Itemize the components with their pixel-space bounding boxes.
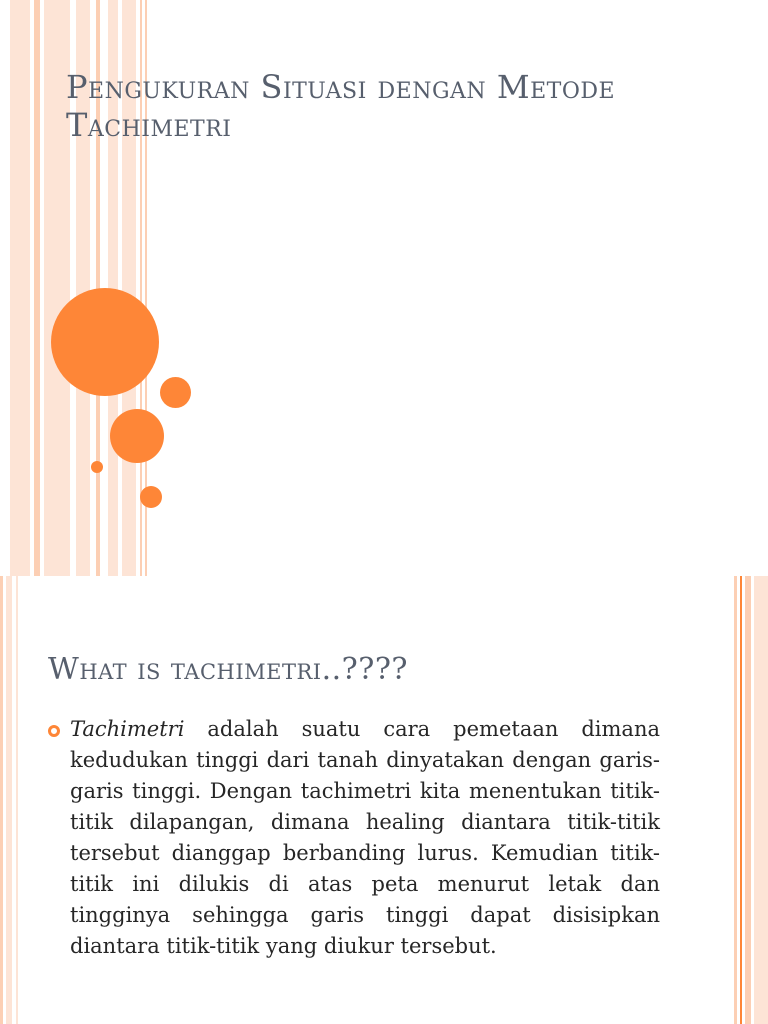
decorative-circle — [140, 486, 162, 508]
decorative-stripe — [740, 576, 742, 1024]
decorative-stripe — [745, 576, 751, 1024]
decorative-stripe — [734, 576, 737, 1024]
decorative-stripe — [10, 0, 30, 576]
slide-title: What is tachimetri..???? — [48, 652, 408, 687]
bullet-item — [48, 714, 660, 962]
decorative-circle-small — [91, 461, 103, 473]
decorative-circle — [160, 377, 191, 408]
decorative-stripe — [0, 576, 3, 1024]
circle-bullet-icon — [48, 725, 60, 737]
decorative-stripe — [6, 576, 12, 1024]
decorative-circle — [110, 409, 164, 463]
decorative-stripe — [16, 576, 18, 1024]
decorative-stripe — [754, 576, 768, 1024]
decorative-stripe — [34, 0, 40, 576]
decorative-circle-large — [51, 288, 159, 396]
bullet-text — [70, 714, 660, 962]
bullet-term: Tachimetri — [70, 717, 185, 741]
content-slide — [0, 576, 768, 1024]
bullet-body: adalah suatu cara pemetaan dimana kedudukan tinggi dari tanah dinyatakan dengan garis-garis tinggi. Dengan tachimetri kita menentukan titik-titik dilapangan, dimana healing diantara titik-titik tersebut dianggap berbanding lurus. Kemudian titik-titik ini dilukis di atas peta menurut letak dan tingginya sehingga garis tinggi dapat disisipkan diantara titik-titik yang diukur tersebut. — [70, 717, 660, 958]
slide-title: Pengukuran Situasi dengan Metode Tachimetri — [66, 68, 616, 144]
